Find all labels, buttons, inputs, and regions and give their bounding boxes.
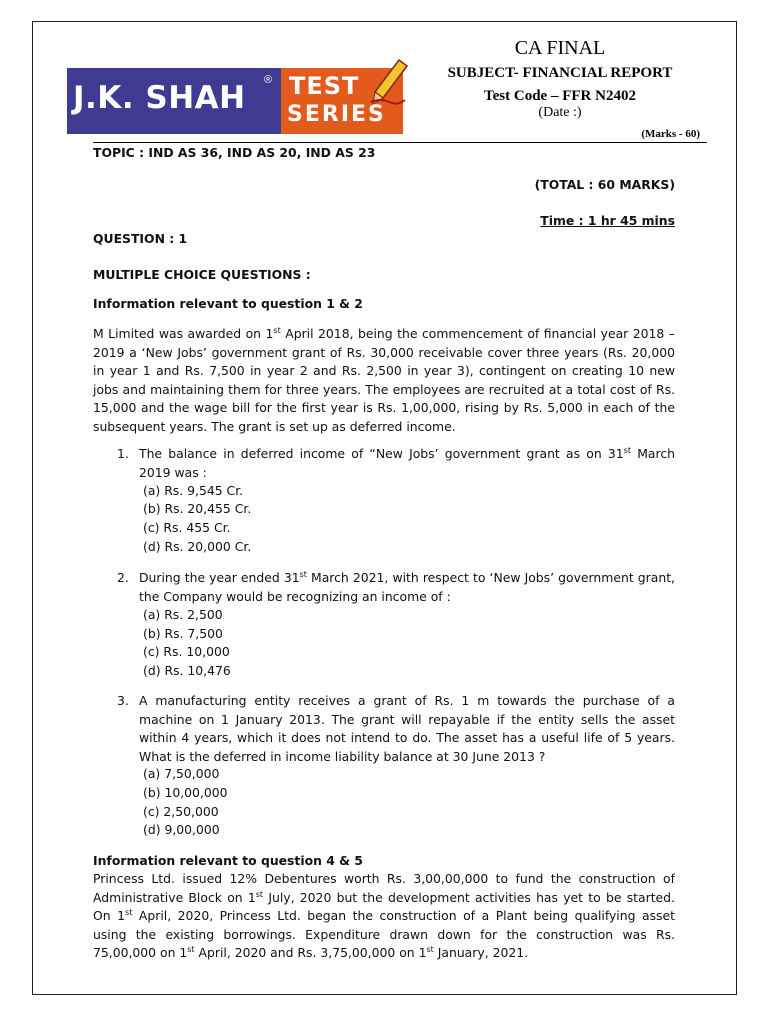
para-text: Princess Ltd. issued 12% Debentures worth Rs. 3,00,00,000 to fund the construction of Administrative Block on 1 (93, 871, 675, 905)
option-item: (a) Rs. 2,500 (143, 607, 223, 622)
option-item: (d) 9,00,000 (143, 822, 220, 837)
question-superscript: st (623, 445, 632, 455)
test-code: Test Code – FFR N2402 (484, 88, 636, 104)
option-item: (a) Rs. 9,545 Cr. (143, 483, 244, 498)
option-item: (c) Rs. 455 Cr. (143, 520, 231, 535)
option-item: (a) 7,50,000 (143, 766, 220, 781)
marks-label: (Marks - 60) (641, 128, 700, 140)
option-item: (c) Rs. 10,000 (143, 644, 230, 659)
logo-registered-mark: ® (264, 74, 273, 86)
question-text-part: March 2019 was : (139, 446, 676, 480)
header-divider (93, 142, 707, 143)
option-item: (b) Rs. 20,455 Cr. (143, 501, 252, 516)
page-border (32, 21, 737, 995)
para-superscript: st (273, 325, 281, 335)
info-heading-1-2: Information relevant to question 1 & 2 (93, 296, 363, 311)
question-number: 2. (117, 570, 129, 585)
logo-series-text: SERIES (287, 102, 386, 127)
option-item: (c) 2,50,000 (143, 804, 219, 819)
para-text: July, 2020 but the development activities has yet to be started. On 1 (93, 889, 675, 923)
subject-line: SUBJECT- FINANCIAL REPORT (447, 65, 673, 81)
question-text-part: During the year ended 31 (139, 570, 300, 585)
para-text: April 2018, being the commencement of financial year 2018 – 2019 a ‘New Jobs’ government grant of Rs. 30,000 receivable cover three years (Rs. 20,000 in year 1 and Rs. 7,500 in year 2 and Rs. 2,500 in year 3), contingent on creating 10 new jobs and maintaining them for three years. The employees are recruited at a total cost of Rs. 15,000 and the wage bill for the first year is Rs. 1,00,000, rising by Rs. 5,000 in each of the subsequent years. The grant is set up as deferred income. (93, 326, 675, 434)
question-text (139, 445, 675, 482)
para-text: M Limited was awarded on 1 (93, 326, 274, 341)
para-text: April, 2020, Princess Ltd. began the construction of a Plant being qualifying asset using the existing borrowings. Expenditure drawn down for the construction was Rs. 75,00,000 on 1 (93, 908, 675, 960)
para-superscript: st (125, 907, 133, 917)
option-item: (d) Rs. 20,000 Cr. (143, 539, 252, 554)
date-line: (Date :) (538, 105, 582, 120)
option-item: (b) Rs. 7,500 (143, 626, 223, 641)
para-superscript: st (187, 944, 195, 954)
info-paragraph-4-5 (93, 870, 675, 963)
question-number: 3. (117, 693, 129, 708)
para-text: January, 2021. (433, 945, 529, 960)
total-marks: (TOTAL : 60 MARKS) (534, 177, 675, 192)
question-text-part: March 2021, with respect to ‘New Jobs’ government grant, the Company would be recognizing an income of : (139, 570, 675, 604)
para-superscript: st (255, 889, 264, 899)
question-text-part: The balance in deferred income of “New Jobs’ government grant as on 31 (139, 446, 624, 461)
para-superscript: st (426, 944, 434, 954)
option-item: (b) 10,00,000 (143, 785, 228, 800)
question-text: A manufacturing entity receives a grant of Rs. 1 m towards the purchase of a machine on 1 January 2013. The grant will repayable if the entity sells the asset within 4 years, which it does not intend to do. The asset has a useful life of 5 years. What is the deferred in income liability balance at 30 June 2013 ? (139, 693, 675, 764)
question-title: QUESTION : 1 (93, 231, 188, 246)
info-heading-4-5: Information relevant to question 4 & 5 (93, 853, 363, 868)
para-text: April, 2020 and Rs. 3,75,00,000 on 1 (194, 945, 427, 960)
course-title: CA FINAL (514, 37, 606, 59)
option-item: (d) Rs. 10,476 (143, 663, 231, 678)
logo-name: J.K. SHAH (73, 80, 246, 116)
time-allowed: Time : 1 hr 45 mins (540, 213, 675, 228)
info-paragraph-1-2 (93, 325, 675, 436)
jk-shah-test-series-logo (67, 68, 403, 134)
pencil-icon (369, 58, 409, 108)
logo-test-text: TEST (289, 72, 360, 100)
topic-line: TOPIC : IND AS 36, IND AS 20, IND AS 23 (93, 145, 376, 160)
section-title: MULTIPLE CHOICE QUESTIONS : (93, 267, 311, 282)
question-superscript: st (299, 569, 307, 579)
question-number: 1. (117, 446, 129, 461)
question-text (139, 569, 675, 606)
